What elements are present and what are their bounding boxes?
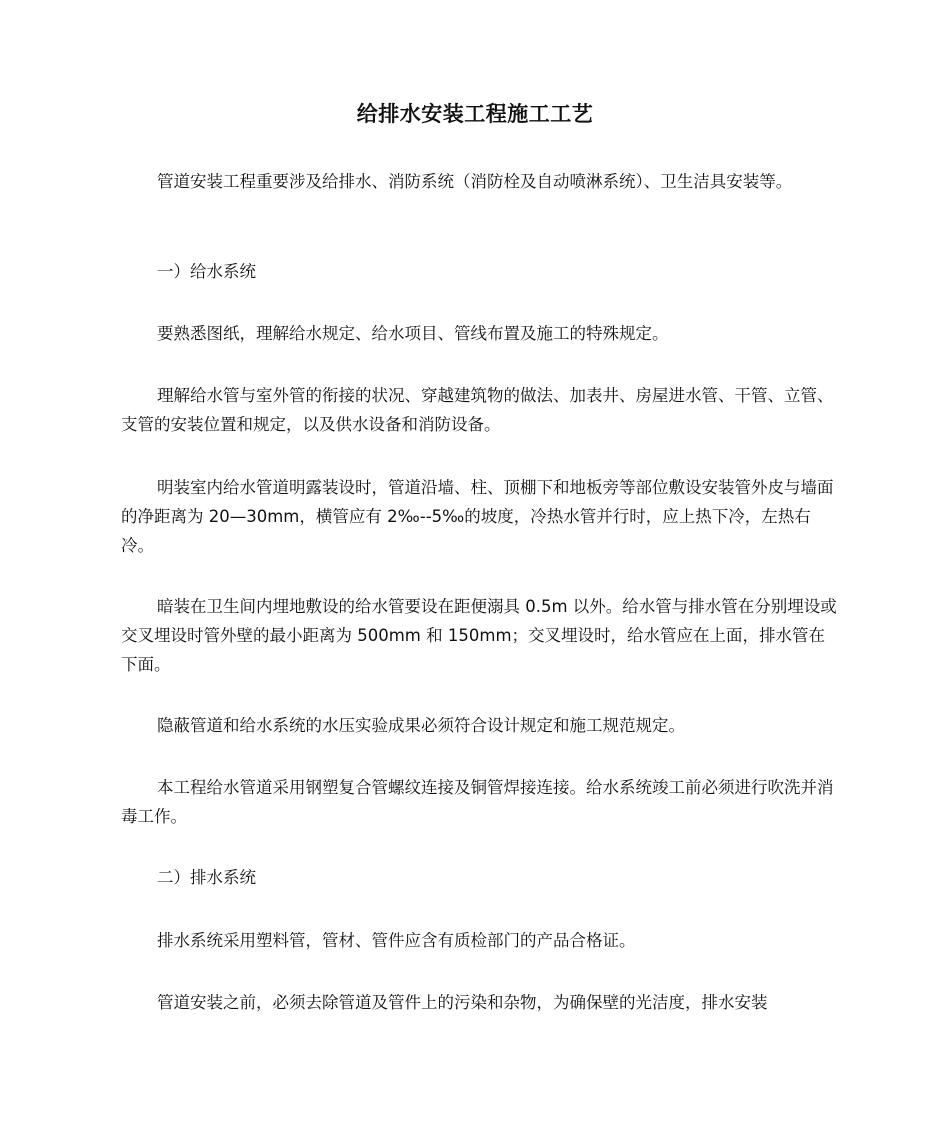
- paragraph-connections: 理解给水管与室外管的衔接的状况、穿越建筑物的做法、加表井、房屋进水管、干管、立管、支管的安装位置和规定，以及供水设备和消防设备。: [121, 386, 834, 434]
- paragraph-drawings: 要熟悉图纸，理解给水规定、给水项目、管线布置及施工的特殊规定。: [157, 324, 669, 343]
- section-heading-water-supply: 一）给水系统: [157, 262, 256, 281]
- paragraph-drainage-pipe: 排水系统采用塑料管，管材、管件应含有质检部门的产品合格证。: [157, 931, 636, 950]
- paragraph-exposed-installation: 明装室内给水管道明露装设时，管道沿墙、柱、顶棚下和地板旁等部位敷设安装管外皮与墙面的净距离为 20—30mm，横管应有 2‰--5‰的坡度，冷热水管并行时，应上热下冷，左热右冷。: [121, 478, 834, 555]
- paragraph-intro: 管道安装工程重要涉及给排水、消防系统（消防栓及自动喷淋系统）、卫生洁具安装等。: [157, 172, 793, 191]
- paragraph-pipe-cleaning: 管道安装之前，必须去除管道及管件上的污染和杂物，为确保壁的光洁度，排水安装: [157, 993, 768, 1012]
- paragraph-pressure-test: 隐蔽管道和给水系统的水压实验成果必须符合设计规定和施工规范规定。: [157, 716, 685, 735]
- section-heading-drainage: 二）排水系统: [157, 868, 256, 887]
- paragraph-concealed-installation: 暗装在卫生间内埋地敷设的给水管要设在距便溺具 0.5m 以外。给水管与排水管在分别埋设或交叉埋设时管外壁的最小距离为 500mm 和 150mm；交叉埋设时，给水管应在上面，排水管在下面。: [121, 597, 837, 674]
- document-title: 给排水安装工程施工工艺: [356, 102, 594, 126]
- paragraph-pipe-material: 本工程给水管道采用钢塑复合管螺纹连接及铜管焊接连接。给水系统竣工前必须进行吹洗并消毒工作。: [121, 778, 834, 826]
